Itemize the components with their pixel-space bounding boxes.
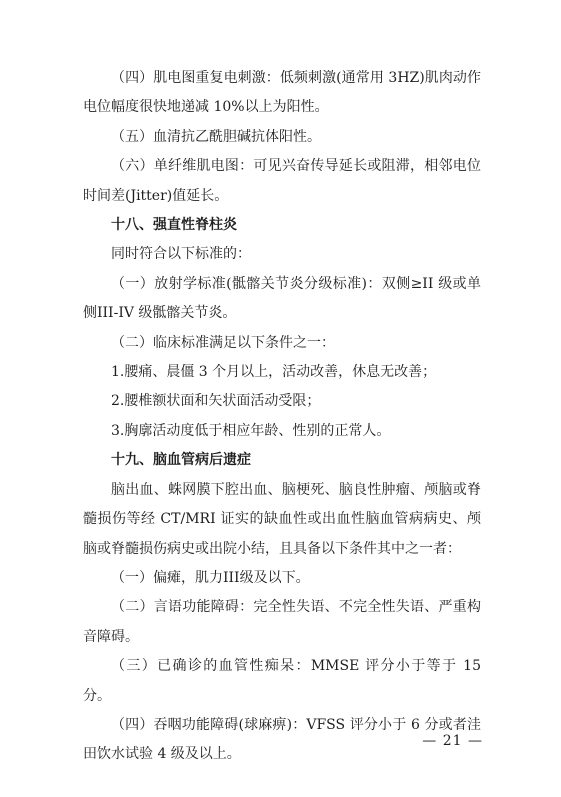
- paragraph-swallowing-disorder: （四）吞咽功能障碍(球麻痹)：VFSS 评分小于 6 分或者洼田饮水试验 4 级及以上。: [83, 716, 481, 763]
- paragraph-vascular-dementia: （三）已确诊的血管性痴呆：MMSE 评分小于等于 15 分。: [83, 658, 481, 704]
- list-item-2: 2.腰椎额状面和矢状面活动受限；: [111, 393, 321, 410]
- paragraph-criteria-intro: 同时符合以下标准的：: [111, 246, 251, 263]
- page-number: — 21 —: [422, 733, 483, 749]
- paragraph-radiology-standard: （一）放射学标准(骶髂关节炎分级标准)：双侧≥II 级或单侧III-IV 级骶髂关节炎。: [83, 275, 481, 322]
- paragraph-item-4-emg: （四）肌电图重复电刺激：低频刺激(通常用 3HZ)肌肉动作电位幅度很快地递减 10%以上为阳性。: [83, 70, 481, 116]
- document-body: [83, 64, 481, 770]
- section-heading-19: 十九、脑血管病后遗症: [111, 452, 251, 469]
- list-item-1: 1.腰痛、晨僵 3 个月以上，活动改善，休息无改善；: [111, 364, 437, 381]
- paragraph-item-6-single-fiber-emg: （六）单纤维肌电图：可见兴奋传导延长或阻滞，相邻电位时间差(Jitter)值延长。: [83, 158, 481, 204]
- paragraph-stroke-definition: 脑出血、蛛网膜下腔出血、脑梗死、脑良性肿瘤、颅脑或脊髓损伤等经 CT/MRI 证实的缺血性或出血性脑血管病病史、颅脑或脊髓损伤病史或出院小结，且具备以下条件其中之一者：: [83, 481, 481, 557]
- paragraph-language-disorder: （二）言语功能障碍：完全性失语、不完全性失语、严重构音障碍。: [83, 599, 481, 645]
- paragraph-clinical-standard: （二）临床标准满足以下条件之一：: [111, 334, 335, 351]
- paragraph-hemiplegia: （一）偏瘫，肌力III级及以下。: [111, 569, 310, 586]
- list-item-3: 3.胸廓活动度低于相应年龄、性别的正常人。: [111, 422, 391, 439]
- section-heading-18: 十八、强直性脊柱炎: [111, 217, 237, 234]
- paragraph-item-5-antibody: （五）血清抗乙酰胆碱抗体阳性。: [111, 128, 321, 145]
